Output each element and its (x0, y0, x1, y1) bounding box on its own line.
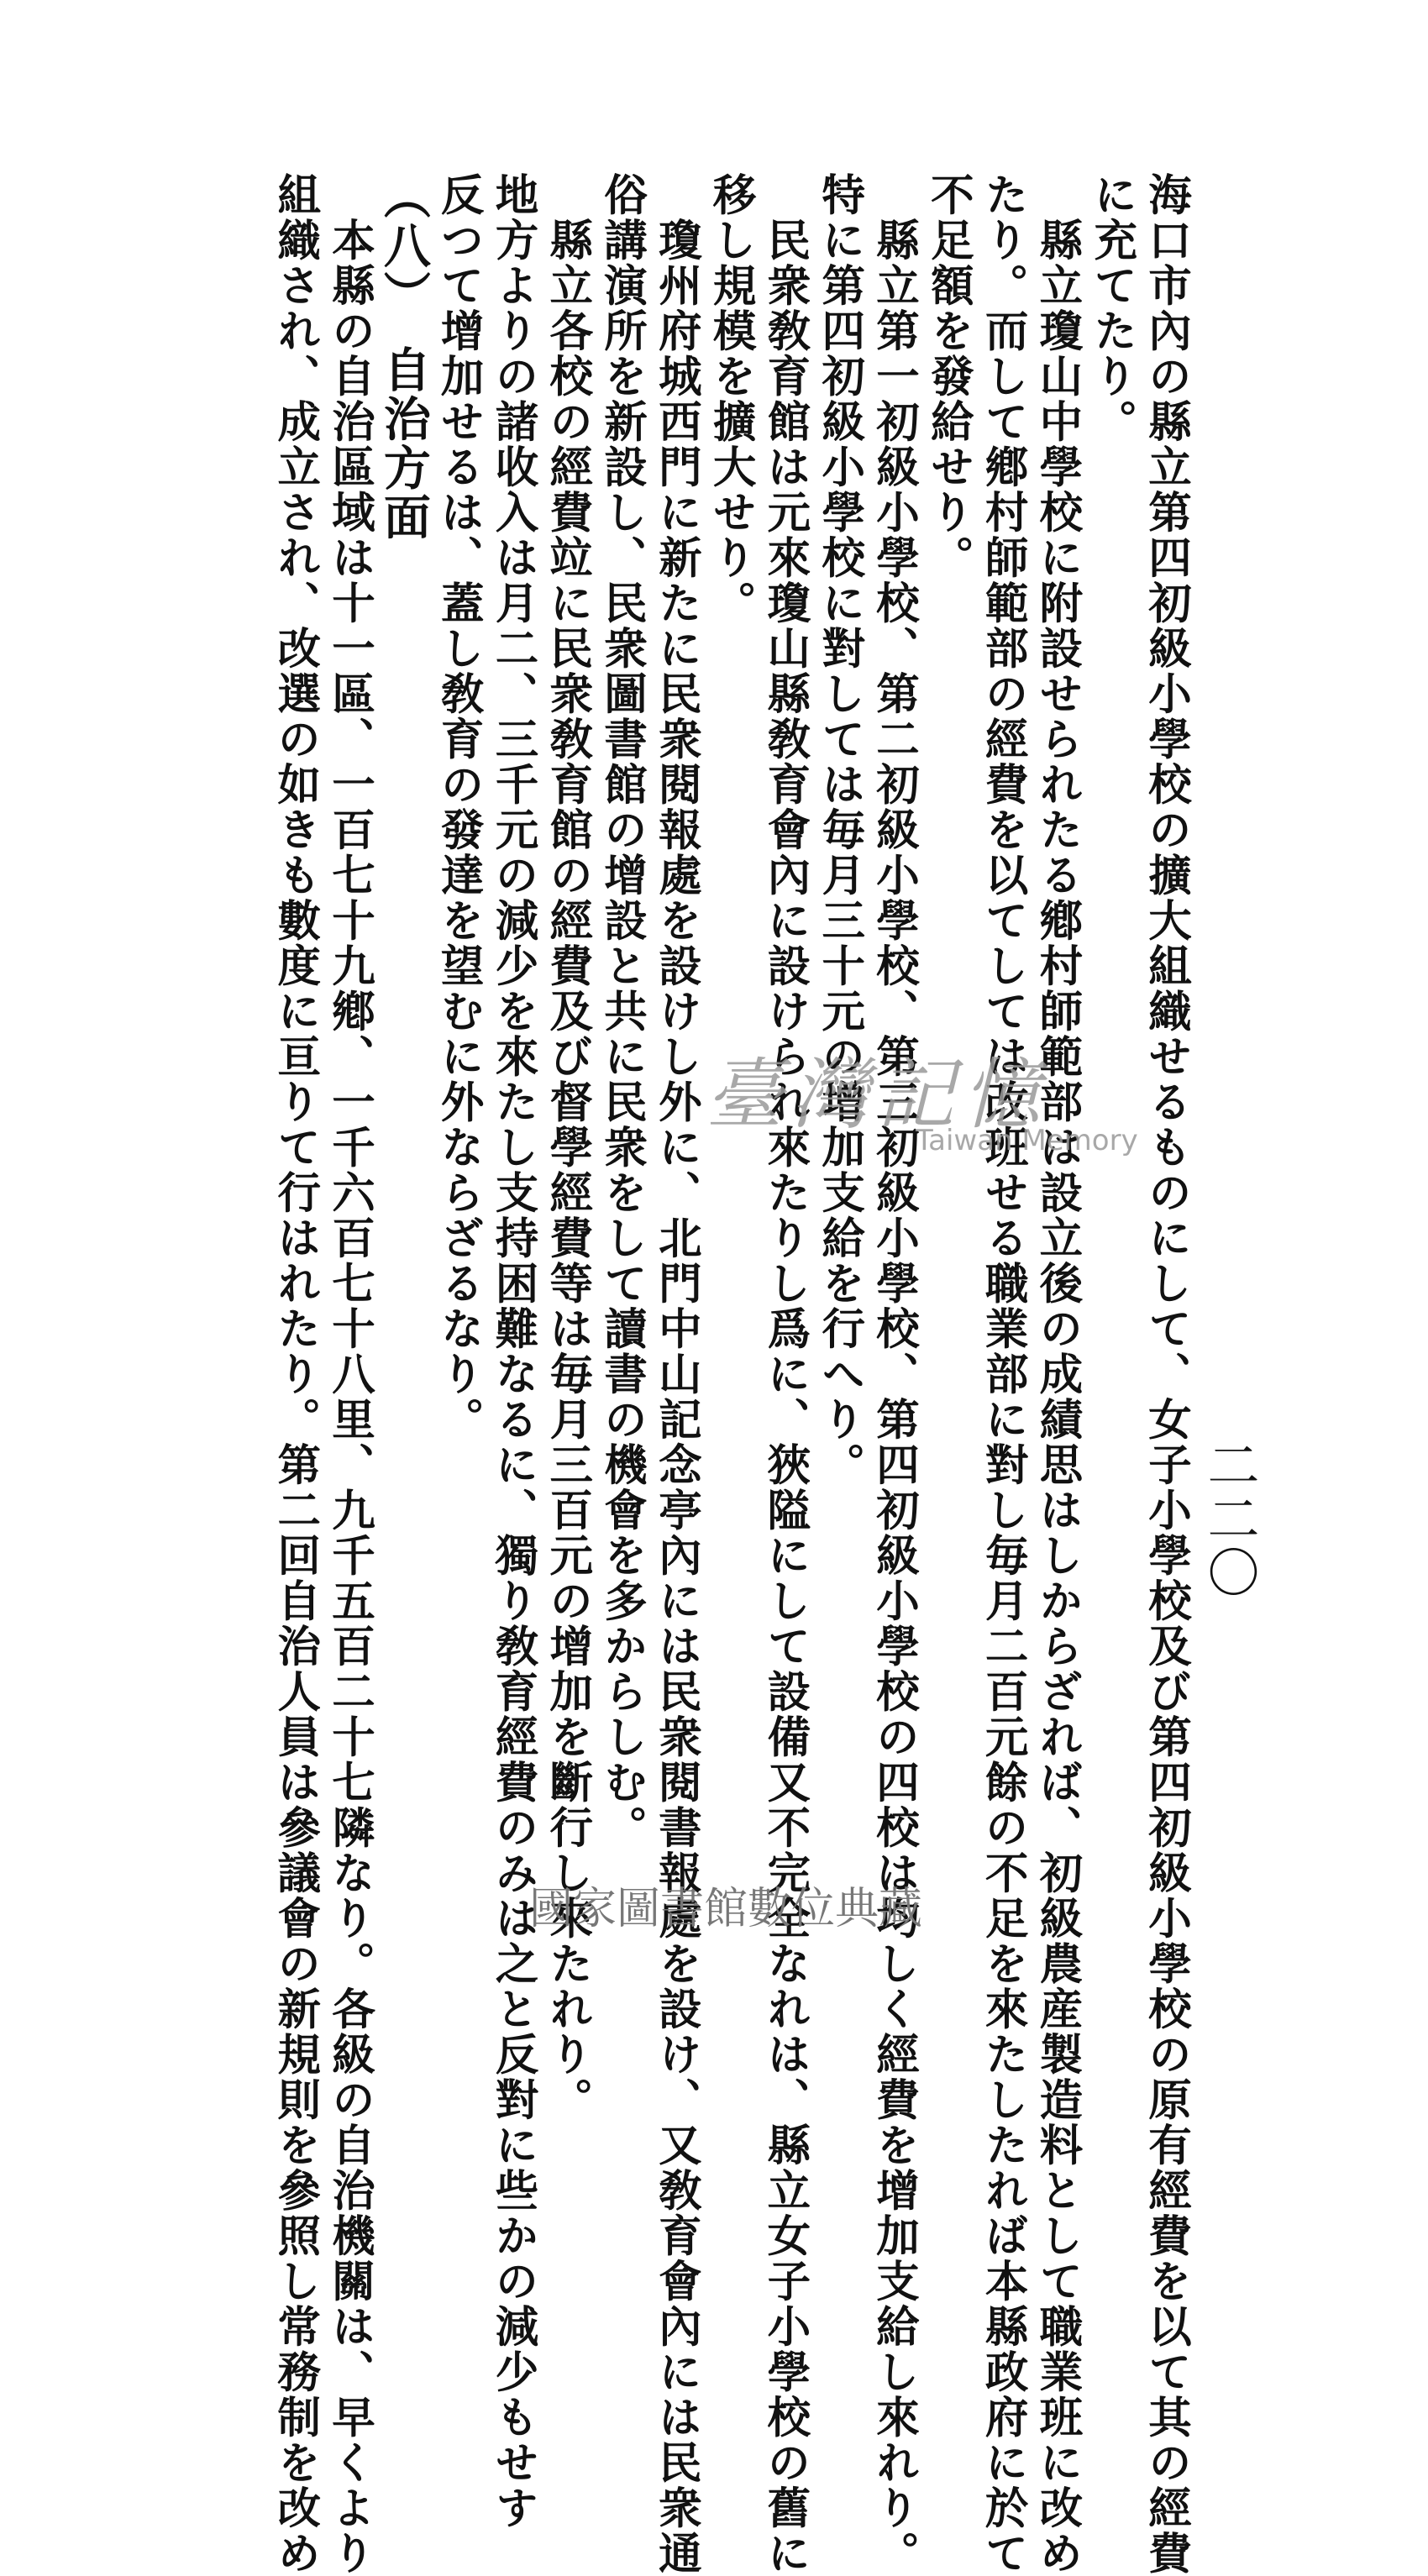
text-column: 縣立瓊山中學校に附設せられたる鄕村師範部は設立後の成績思はしからざれば、初級農産製造料として職業班に改め (1032, 172, 1083, 2576)
text-column: 縣立第一初級小學校、第二初級小學校、第三初級小學校、第四初級小學校の四校は均しく經費を增加支給し來れり。 (869, 172, 920, 2576)
text-column: 移し規模を擴大せり。 (705, 172, 756, 626)
text-column: 縣立各校の經費竝に民衆敎育館の經費及び督學經費等は毎月三百元の增加を斷行し來たれり。 (542, 172, 593, 2122)
section-heading: （八） 自治方面 (375, 172, 432, 542)
text-column: に充てたり。 (1086, 172, 1137, 444)
text-column: 俗講演所を新設し、民衆圖書館の增設と共に民衆をして讀書の機會を多からしむ。 (596, 172, 648, 1850)
watermark-english: Taiwan Memory (916, 1124, 1138, 1157)
footer-credit: 國家圖書館數位典藏 (529, 1884, 923, 1934)
text-column: たり。而して鄕村師範部の經費を以てしては改班せる職業部に對し毎月二百元餘の不足を來たしたれば本縣政府に於て (977, 172, 1028, 2576)
watermark-chinese: 臺灣記憶 (706, 1050, 1049, 1140)
text-column: 反つて增加せるは、蓋し敎育の發達を望むに外ならざるなり。 (433, 172, 484, 1442)
text-column: 海口市內の縣立第四初級小學校の擴大組織せるものにして、女子小學校及び第四初級小學校の原有經費を以て其の經費 (1141, 172, 1191, 2576)
page-number: 二二〇 (1199, 1438, 1260, 1599)
text-column: 民衆敎育館は元來瓊山縣敎育會內に設けられ來たりし爲に、狹隘にして設備又不完全なれは、縣立女子小學校の舊に (759, 172, 811, 2576)
text-column: 瓊州府城西門に新たに民衆閱報處を設けし外に、北門中山記念亭內には民衆閱書報處を設け、又敎育會內には民衆通 (650, 172, 701, 2576)
text-column: 特に第四初級小學校に對しては毎月三十元の增加支給を行へり。 (814, 172, 865, 1487)
text-column: 本縣の自治區域は十一區、一百七十九鄕、一千六百七十八里、九千五百二十七隣なり。各級の自治機關は、早くより (324, 172, 375, 2576)
text-column: 地方よりの諸收入は月二、三千元の減少を來たし支持困難なるに、獨り敎育經費のみは之と反對に些かの減少もせす (487, 172, 538, 2531)
text-column: 不足額を發給せり。 (922, 172, 974, 580)
text-column: 組織され、成立され、改選の如きも數度に亘りて行はれたり。第二回自治人員は參議會の新規則を參照し常務制を改め (270, 172, 321, 2576)
